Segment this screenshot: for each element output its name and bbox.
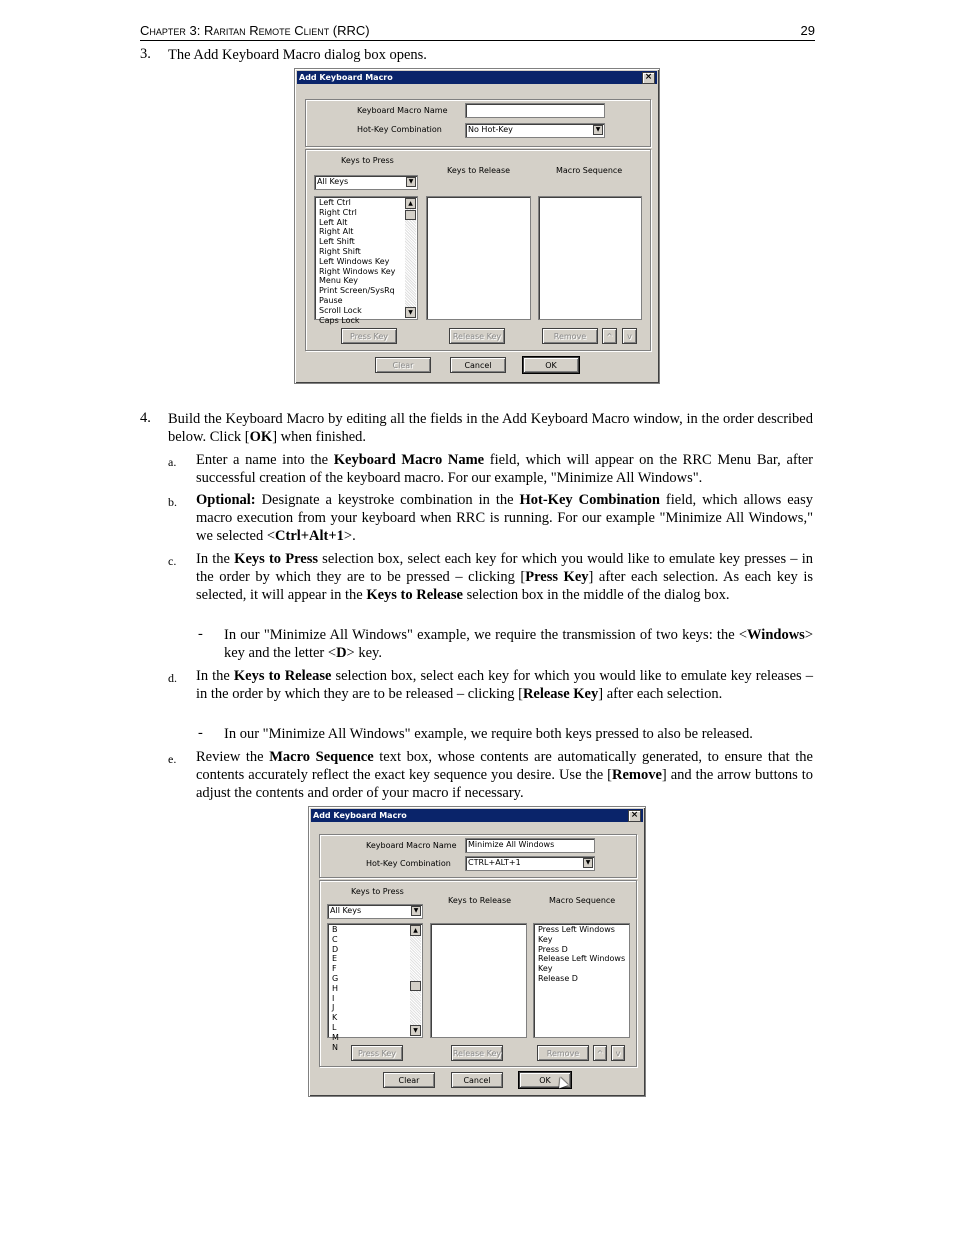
keys-to-release-list[interactable] (430, 923, 527, 1038)
text: In the (196, 551, 235, 567)
list-item[interactable]: Release D (538, 973, 578, 983)
list-item[interactable]: G (332, 973, 339, 983)
keys-to-press-label: Keys to Press (341, 156, 394, 165)
move-down-button[interactable]: v (611, 1045, 625, 1061)
keys-to-press-items[interactable] (319, 198, 395, 325)
bold-term: Macro Sequence (269, 749, 374, 765)
list-item[interactable]: Right Shift (319, 246, 361, 256)
bold-term: Ctrl+Alt+1 (275, 528, 344, 544)
dialog-titlebar (297, 71, 657, 84)
key-filter-select[interactable] (327, 904, 423, 919)
close-icon[interactable]: × (642, 72, 655, 84)
text: ] after each selection. As each key is selected, it will appear in the (196, 569, 813, 603)
item-c-subtext (224, 626, 813, 662)
item-d-subtext: In our "Minimize All Windows" example, we require both keys pressed to also be released. (224, 726, 753, 742)
move-down-button[interactable]: v (622, 328, 637, 344)
step-3-text: The Add Keyboard Macro dialog box opens. (168, 47, 427, 63)
chevron-down-icon[interactable]: ▼ (583, 858, 593, 868)
cancel-button[interactable]: Cancel (451, 1072, 503, 1088)
keys-to-release-label: Keys to Release (448, 896, 512, 905)
text: selection box, select each key for which you would like to emulate key presses – in the order by which they are to be pressed – clicking [ (196, 551, 813, 585)
list-item[interactable]: Left Alt (319, 217, 348, 227)
bold-term: Keys to Release (366, 587, 463, 603)
list-item[interactable]: M (332, 1032, 339, 1042)
list-item[interactable]: Left Shift (319, 237, 355, 247)
text: selection box in the middle of the dialog box. (462, 587, 730, 603)
hotkey-value: No Hot-Key (468, 125, 513, 134)
text: Designate a keystroke combination in the (255, 492, 520, 508)
list-item[interactable]: Press D (538, 944, 568, 954)
text: Enter a name into the (196, 452, 334, 468)
item-c-text (196, 550, 813, 604)
text: ] after each selection. (598, 686, 723, 702)
macro-name-input[interactable]: Minimize All Windows (465, 838, 595, 853)
chapter-title: Chapter 3: Raritan Remote Client (RRC) (140, 23, 370, 38)
release-key-button[interactable]: Release Key (449, 328, 505, 344)
remove-button[interactable]: Remove (542, 328, 598, 344)
move-up-button[interactable]: ^ (602, 328, 617, 344)
text: text box, whose contents are automatically generated, to ensure that the contents accurately reflect the exact key sequence you desire. Use the [ (196, 749, 813, 783)
list-item[interactable]: B (332, 925, 338, 934)
ok-button[interactable]: OK (523, 357, 579, 373)
list-item[interactable]: Pause (319, 295, 343, 305)
bold-term: Windows (747, 627, 805, 643)
text: field, which allows easy macro execution from your keyboard when RRC is running. For our example "Minimize All Windows," we selected < (196, 492, 814, 544)
bold-term: Keys to Release (233, 668, 332, 684)
list-item[interactable]: L (332, 1022, 337, 1032)
list-item[interactable]: Right Windows Key (319, 266, 396, 276)
item-a-text (196, 451, 813, 487)
item-e-letter: e. (168, 752, 177, 766)
list-item[interactable]: K (332, 1013, 338, 1023)
hotkey-label: Hot-Key Combination (366, 859, 451, 868)
macro-name-label: Keyboard Macro Name (357, 106, 448, 115)
bold-term: Remove (611, 767, 662, 783)
item-d-letter: d. (168, 671, 177, 685)
step-3-number: 3. (140, 46, 151, 62)
text: In our "Minimize All Windows" example, we require the transmission of two keys: the < (224, 627, 748, 643)
item-d-dash: - (198, 725, 203, 741)
list-item[interactable]: E (332, 954, 338, 964)
key-filter-select[interactable] (314, 175, 418, 190)
list-item[interactable]: C (332, 934, 338, 944)
step-4-number: 4. (140, 410, 151, 426)
item-d-text (196, 667, 813, 703)
add-keyboard-macro-dialog-empty (294, 68, 660, 384)
page-header (140, 22, 815, 41)
list-item[interactable]: Scroll Lock (319, 305, 362, 315)
keys-to-release-label: Keys to Release (447, 166, 511, 175)
dialog-title: Add Keyboard Macro (313, 811, 407, 820)
keys-to-press-list[interactable] (327, 923, 423, 1052)
list-item[interactable]: Right Ctrl (319, 207, 357, 217)
press-key-button[interactable]: Press Key (341, 328, 397, 344)
ok-button[interactable]: OK (519, 1072, 571, 1088)
move-up-button[interactable]: ^ (593, 1045, 607, 1061)
page-number: 29 (800, 23, 815, 38)
scrollbar[interactable] (410, 925, 421, 1036)
macro-sequence-list[interactable] (538, 196, 642, 320)
scroll-thumb[interactable] (410, 981, 421, 991)
bold-term: Release Key (522, 686, 599, 702)
keys-to-release-list[interactable] (426, 196, 531, 320)
text: In the (196, 668, 234, 684)
bold-term: Press Key (525, 569, 589, 585)
text: ] and the arrow buttons to adjust the contents and order of your macro if necessary. (196, 767, 813, 801)
dialog-title: Add Keyboard Macro (299, 73, 393, 82)
item-e-text (196, 748, 813, 802)
item-c-dash: - (198, 626, 203, 642)
remove-button[interactable]: Remove (537, 1045, 589, 1061)
text: selection box, select each key for which you would like to emulate key releases – in the order by which they are to be released – clicking [ (196, 668, 813, 702)
macro-sequence-label: Macro Sequence (556, 166, 623, 175)
hotkey-select[interactable] (465, 123, 605, 138)
clear-button[interactable]: Clear (375, 357, 431, 373)
list-item[interactable]: Press Left Windows Key (538, 925, 615, 944)
step-4-intro (168, 410, 813, 446)
list-item[interactable]: D (332, 944, 339, 954)
hotkey-label: Hot-Key Combination (357, 125, 442, 134)
item-a-letter: a. (168, 455, 177, 469)
hotkey-select[interactable] (465, 856, 595, 871)
list-item[interactable]: H (332, 983, 339, 993)
release-key-button[interactable]: Release Key (451, 1045, 503, 1061)
bold-term: D (336, 645, 347, 661)
list-item[interactable]: Menu Key (319, 276, 359, 286)
chevron-down-icon[interactable]: ▼ (593, 125, 603, 135)
list-item[interactable]: Print Screen/SysRq (319, 286, 395, 296)
close-icon[interactable]: × (628, 810, 641, 822)
list-item[interactable]: Left Ctrl (319, 198, 351, 207)
hotkey-value: CTRL+ALT+1 (468, 858, 521, 867)
add-keyboard-macro-dialog-filled (308, 806, 646, 1097)
list-item[interactable]: Caps Lock (319, 315, 360, 325)
item-c-letter: c. (168, 554, 177, 568)
text: ] when finished. (272, 429, 367, 445)
keys-to-press-items[interactable] (332, 925, 339, 1052)
text: Build the Keyboard Macro by editing all the fields in the Add Keyboard Macro window, in the order described below. Click [ (168, 411, 813, 445)
keys-to-press-list[interactable] (314, 196, 418, 325)
scrollbar[interactable] (405, 198, 416, 318)
list-item[interactable]: N (332, 1042, 338, 1052)
list-item[interactable]: I (332, 993, 335, 1003)
text: Review the (196, 749, 270, 765)
cancel-button[interactable]: Cancel (450, 357, 506, 373)
scroll-up-icon[interactable]: ▲ (410, 925, 421, 936)
item-b-text (196, 491, 813, 545)
macro-name-label: Keyboard Macro Name (366, 841, 457, 850)
list-item[interactable]: F (332, 964, 337, 974)
list-item[interactable]: Left Windows Key (319, 256, 390, 266)
dialog-titlebar (311, 809, 643, 822)
item-b-letter: b. (168, 495, 177, 509)
chevron-down-icon[interactable]: ▼ (406, 177, 416, 187)
keys-to-press-label: Keys to Press (351, 887, 404, 896)
text: >. (343, 528, 356, 544)
scroll-thumb[interactable] (405, 210, 416, 220)
text: > key. (346, 645, 382, 661)
scroll-down-icon[interactable]: ▼ (405, 307, 416, 318)
ok-bold: OK (249, 429, 273, 445)
macro-sequence-label: Macro Sequence (549, 896, 616, 905)
list-item[interactable]: J (332, 1003, 335, 1013)
macro-name-input[interactable] (465, 103, 605, 118)
scroll-up-icon[interactable]: ▲ (405, 198, 416, 209)
macro-sequence-list[interactable] (533, 923, 630, 1038)
macro-sequence-items[interactable] (538, 925, 629, 984)
bold-term: Keys to Press (234, 551, 318, 567)
clear-button[interactable]: Clear (383, 1072, 435, 1088)
key-filter-value: All Keys (330, 906, 362, 915)
text: > key and the letter < (224, 627, 813, 661)
scroll-down-icon[interactable]: ▼ (410, 1025, 421, 1036)
bold-term: Keyboard Macro Name (333, 452, 485, 468)
chevron-down-icon[interactable]: ▼ (411, 906, 421, 916)
key-filter-value: All Keys (317, 177, 349, 186)
press-key-button[interactable]: Press Key (351, 1045, 403, 1061)
list-item[interactable]: Right Alt (319, 227, 354, 237)
text: field, which will appear on the RRC Menu Bar, after successful creation of the keyboard macro. For our example, "Minimize All Windows". (196, 452, 814, 486)
list-item[interactable]: Release Left Windows Key (538, 954, 626, 974)
bold-term: Optional: (196, 492, 256, 508)
bold-term: Hot-Key Combination (519, 492, 660, 508)
